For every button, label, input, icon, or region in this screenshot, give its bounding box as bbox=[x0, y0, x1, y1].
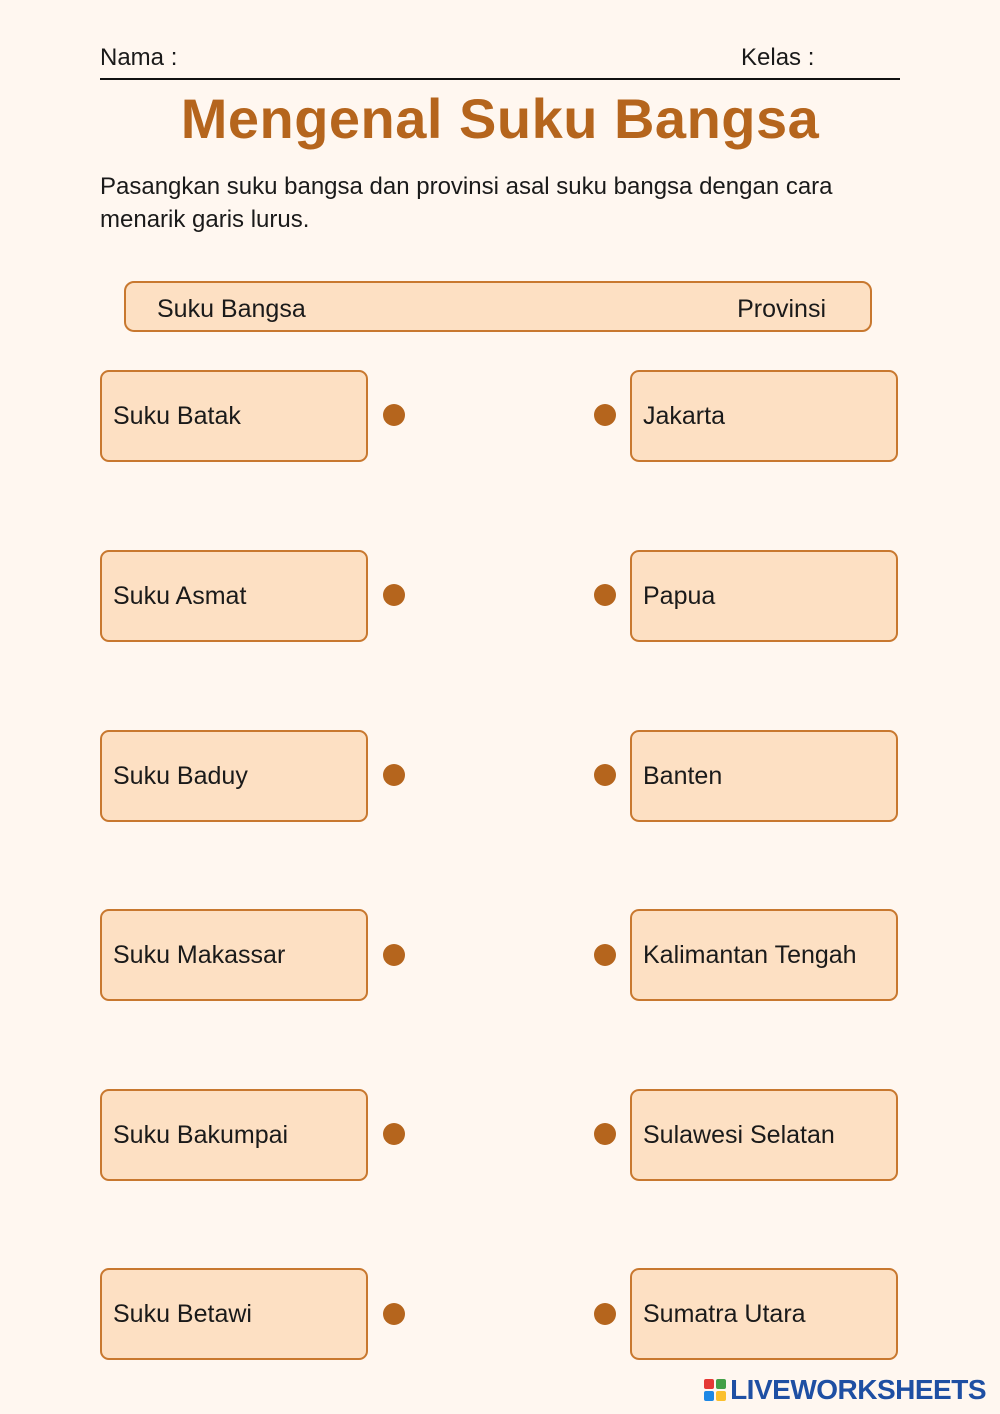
suku-box bbox=[100, 1089, 368, 1181]
suku-connector-dot[interactable] bbox=[383, 1123, 405, 1145]
provinsi-label: Sumatra Utara bbox=[643, 1299, 806, 1328]
logo-square bbox=[704, 1379, 714, 1389]
suku-label: Suku Bakumpai bbox=[113, 1120, 289, 1149]
provinsi-box bbox=[630, 550, 898, 642]
column-header-provinsi: Provinsi bbox=[737, 295, 826, 323]
provinsi-label: Papua bbox=[643, 581, 716, 610]
suku-label: Suku Baduy bbox=[113, 761, 248, 790]
provinsi-box bbox=[630, 1089, 898, 1181]
suku-label: Suku Batak bbox=[113, 401, 241, 430]
liveworksheets-brand bbox=[704, 1374, 986, 1406]
brand-text: LIVEWORKSHEETS bbox=[730, 1374, 986, 1405]
provinsi-box bbox=[630, 730, 898, 822]
suku-label: Suku Betawi bbox=[113, 1299, 252, 1328]
kelas-label: Kelas : bbox=[741, 44, 815, 71]
suku-connector-dot[interactable] bbox=[383, 944, 405, 966]
suku-box bbox=[100, 909, 368, 1001]
suku-label: Suku Makassar bbox=[113, 940, 286, 969]
column-header-bar bbox=[124, 281, 872, 332]
logo-square bbox=[704, 1391, 714, 1401]
suku-connector-dot[interactable] bbox=[383, 584, 405, 606]
suku-box bbox=[100, 1268, 368, 1360]
page-title: Mengenal Suku Bangsa bbox=[180, 87, 820, 150]
suku-box bbox=[100, 550, 368, 642]
suku-connector-dot[interactable] bbox=[383, 404, 405, 426]
provinsi-box bbox=[630, 370, 898, 462]
provinsi-connector-dot[interactable] bbox=[594, 944, 616, 966]
provinsi-box bbox=[630, 1268, 898, 1360]
provinsi-connector-dot[interactable] bbox=[594, 404, 616, 426]
instruction-text: Pasangkan suku bangsa dan provinsi asal suku bangsa dengan cara menarik garis lurus. bbox=[100, 173, 833, 233]
suku-connector-dot[interactable] bbox=[383, 1303, 405, 1325]
logo-square bbox=[716, 1379, 726, 1389]
logo-square bbox=[716, 1391, 726, 1401]
suku-box bbox=[100, 730, 368, 822]
provinsi-label: Jakarta bbox=[643, 401, 725, 430]
suku-connector-dot[interactable] bbox=[383, 764, 405, 786]
provinsi-connector-dot[interactable] bbox=[594, 1303, 616, 1325]
provinsi-label: Sulawesi Selatan bbox=[643, 1120, 835, 1149]
provinsi-label: Kalimantan Tengah bbox=[643, 940, 857, 969]
provinsi-box bbox=[630, 909, 898, 1001]
suku-label: Suku Asmat bbox=[113, 581, 247, 610]
nama-label: Nama : bbox=[100, 44, 178, 71]
provinsi-label: Banten bbox=[643, 761, 723, 790]
liveworksheets-logo-icon bbox=[704, 1379, 726, 1401]
provinsi-connector-dot[interactable] bbox=[594, 1123, 616, 1145]
suku-box bbox=[100, 370, 368, 462]
provinsi-connector-dot[interactable] bbox=[594, 764, 616, 786]
provinsi-connector-dot[interactable] bbox=[594, 584, 616, 606]
column-header-suku: Suku Bangsa bbox=[157, 295, 306, 323]
header-divider bbox=[100, 78, 900, 80]
